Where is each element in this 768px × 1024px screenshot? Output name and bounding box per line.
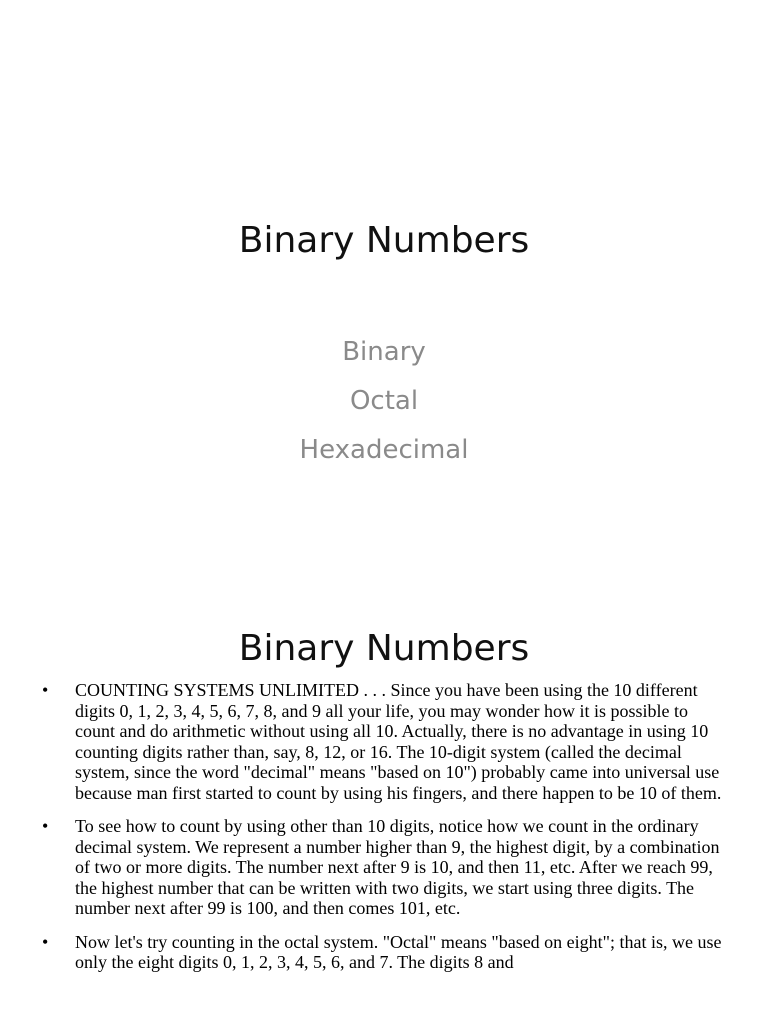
subtitle-octal: Octal xyxy=(349,386,419,416)
bullet-list xyxy=(42,680,722,986)
bullet-text: COUNTING SYSTEMS UNLIMITED . . . Since you have been using the 10 different digits 0, 1, 2, 3, 4, 5, 6, 7, 8, and 9 all your life, you may wonder how it is possible to count and do arithmetic without using all 10. Actually, there is no advantage in using 10 counting digits rather than, say, 8, 12, or 16. The 10-digit system (called the decimal system, since the word "decimal" means "based on 10") probably came into universal use because man first started to count by using his fingers, and there happen to be 10 of them. xyxy=(75,680,722,803)
bullet-item xyxy=(42,932,722,973)
slide-title: Binary Numbers xyxy=(238,220,530,261)
subtitle-hexadecimal: Hexadecimal xyxy=(299,435,469,465)
subtitle-binary: Binary xyxy=(342,337,426,367)
bullet-marker: • xyxy=(42,816,49,836)
bullet-marker: • xyxy=(42,931,49,952)
bullet-text: To see how to count by using other than 10 digits, notice how we count in the ordinary decimal system. We represent a number higher than 9, the highest digit, by a combination of two or more digits. The number next after 9 is 10, and then 11, etc. After we reach 99, the highest number that can be written with two digits, we start using three digits. The number next after 99 is 100, and then comes 101, etc. xyxy=(75,816,720,918)
bullet-text: Now let's try counting in the octal system. "Octal" means "based on eight"; that is, we use only the eight digits 0, 1, 2, 3, 4, 5, 6, and 7. The digits 8 and xyxy=(75,931,722,972)
bullet-item xyxy=(42,816,722,919)
bullet-marker: • xyxy=(42,680,49,700)
subtitle-list xyxy=(0,332,768,479)
slide-title: Binary Numbers xyxy=(238,628,530,669)
content-slide xyxy=(0,576,768,1024)
bullet-item xyxy=(42,680,722,803)
